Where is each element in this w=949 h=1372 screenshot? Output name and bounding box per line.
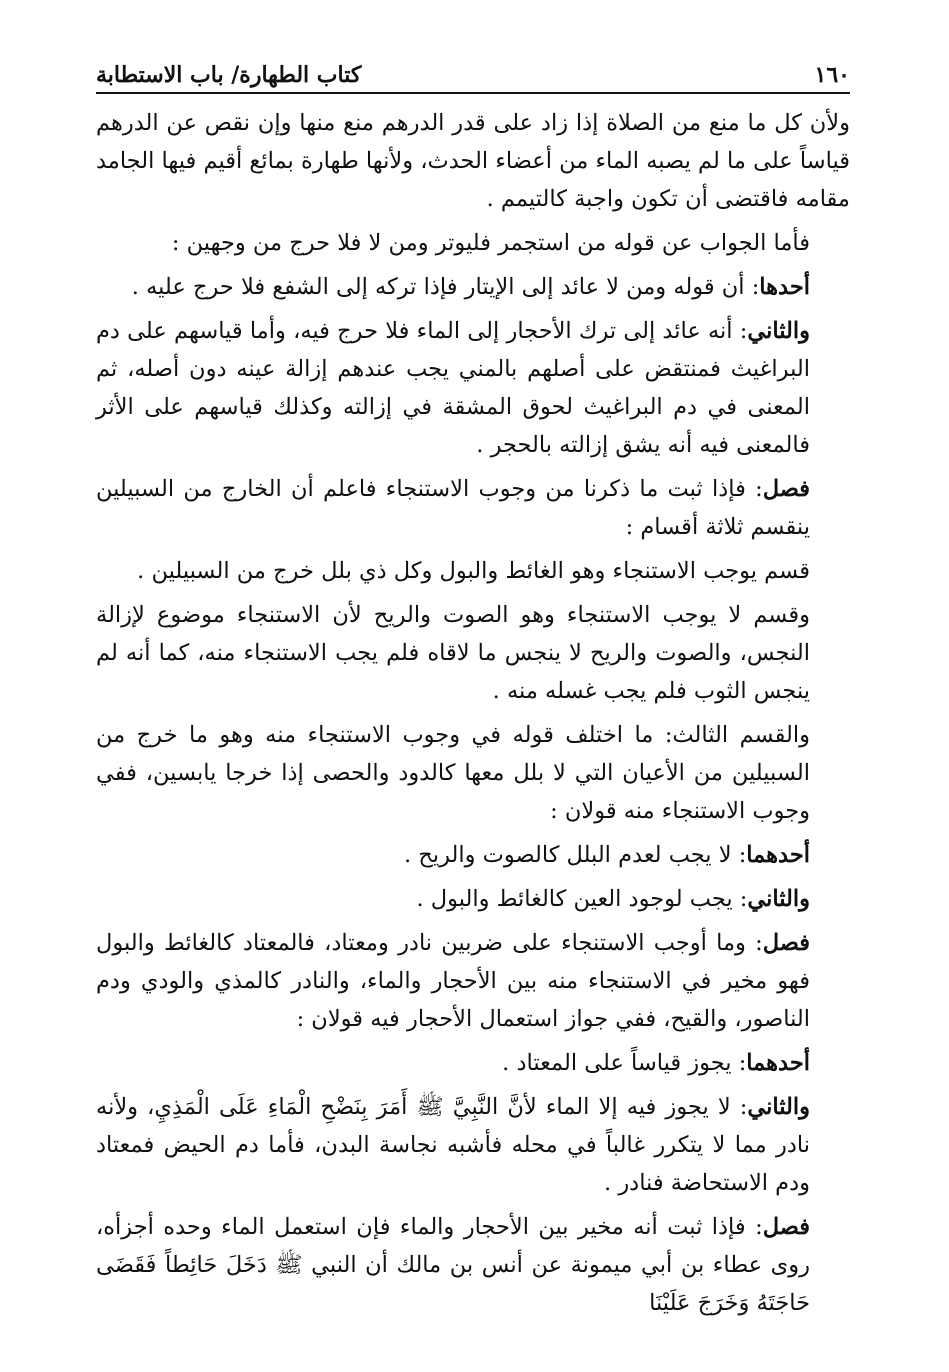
paragraph-text: والقسم الثالث: ما اختلف قوله في وجوب الاستنجاء منه وهو ما خرج من السبيلين من الأعيان التي لا بلل معها كالدود والحصى إذا خرجا يابسين، ففي وجوب الاستنجاء منه قولان : [96,722,810,824]
paragraph-lead-word: والثاني [747,886,810,912]
paragraph [96,104,850,218]
paragraph-text: : يجب لوجود العين كالغائط والبول . [416,886,748,912]
paragraph-text: : فإذا ثبت ما ذكرنا من وجوب الاستنجاء فاعلم أن الخارج من السبيلين ينقسم ثلاثة أقسام : [96,476,810,540]
paragraph-text: : يجوز قياساً على المعتاد . [502,1050,747,1076]
paragraph [96,268,850,306]
paragraph [96,470,850,546]
paragraph [96,596,850,710]
paragraph-lead-word: فصل [762,930,810,956]
paragraph [96,552,850,590]
paragraph-text: فأما الجواب عن قوله من استجمر فليوتر ومن لا فلا حرج من وجهين : [171,230,810,256]
paragraph-text: ولأن كل ما منع من الصلاة إذا زاد على قدر الدرهم منع منها وإن نقص عن الدرهم قياساً على ما لم يصبه الماء من أعضاء الحدث، ولأنها طهارة بمائع أقيم فيها الجامد مقامه فاقتضى أن تكون واجبة كالتيمم . [96,110,850,212]
paragraph [96,1044,850,1082]
paragraph [96,1088,850,1202]
paragraph-text: : لا يجب لعدم البلل كالصوت والريح . [404,842,747,868]
running-title: كتاب الطهارة/ باب الاستطابة [96,62,362,88]
paragraph [96,224,850,262]
paragraph-lead-word: أحدهما [746,842,810,868]
paragraph [96,1208,850,1322]
paragraph-lead-word: فصل [762,1214,810,1240]
paragraph-lead-word: فصل [762,476,810,502]
paragraph-text: قسم يوجب الاستنجاء وهو الغائط والبول وكل ذي بلل خرج من السبيلين . [137,558,810,584]
paragraph [96,924,850,1038]
page-body [96,104,850,1328]
paragraph-lead-word: أحدها [759,274,810,300]
paragraph-text: : وما أوجب الاستنجاء على ضربين نادر ومعتاد، فالمعتاد كالغائط والبول فهو مخير في الاستنجاء منه بين الأحجار والماء، والنادر كالمذي والودي ودم الناصور، والقيح، ففي جواز استعمال الأحجار فيه قولان : [96,930,810,1032]
page-number: ١٦٠ [814,62,850,88]
paragraph-lead-word: والثاني [747,1094,810,1120]
paragraph [96,716,850,830]
paragraph-lead-word: أحدهما [746,1050,810,1076]
paragraph [96,880,850,918]
paragraph [96,836,850,874]
paragraph [96,312,850,464]
paragraph-text: : أنه عائد إلى ترك الأحجار إلى الماء فلا حرج فيه، وأما قياسهم على دم البراغيث فمنتقض على أصلهم بالمني يجب عندهم إزالة عينه دون أصله، ثم المعنى في دم البراغيث لحوق المشقة في إزالته وكذلك قياسهم على الأثر فالمعنى فيه أنه يشق إزالته بالحجر . [96,318,810,458]
paragraph-text: وقسم لا يوجب الاستنجاء وهو الصوت والريح لأن الاستنجاء موضوع لإزالة النجس، والصوت والريح لا ينجس ما لاقاه فلم يجب الاستنجاء منه، كما أنه لم ينجس الثوب فلم يجب غسله منه . [96,602,810,704]
paragraph-text: : لا يجوز فيه إلا الماء لأنَّ النَّبِيَّ ﷺ أَمَرَ بِنَضْحِ الْمَاءِ عَلَى الْمَذِيِ، ولأنه نادر مما لا يتكرر غالباً في محله فأشبه نجاسة البدن، فأما دم الحيض فمعتاد ودم الاستحاضة فنادر . [96,1094,810,1196]
page-header [96,58,850,94]
paragraph-lead-word: والثاني [747,318,810,344]
paragraph-text: : فإذا ثبت أنه مخير بين الأحجار والماء فإن استعمل الماء وحده أجزأه، روى عطاء بن أبي ميمونة عن أنس بن مالك أن النبي ﷺ دَخَلَ حَائِطاً فَقَضَى حَاجَتَهُ وَخَرَجَ عَلَيْنَا [96,1214,810,1316]
paragraph-text: : أن قوله ومن لا عائد إلى الإيتار فإذا تركه إلى الشفع فلا حرج عليه . [131,274,760,300]
